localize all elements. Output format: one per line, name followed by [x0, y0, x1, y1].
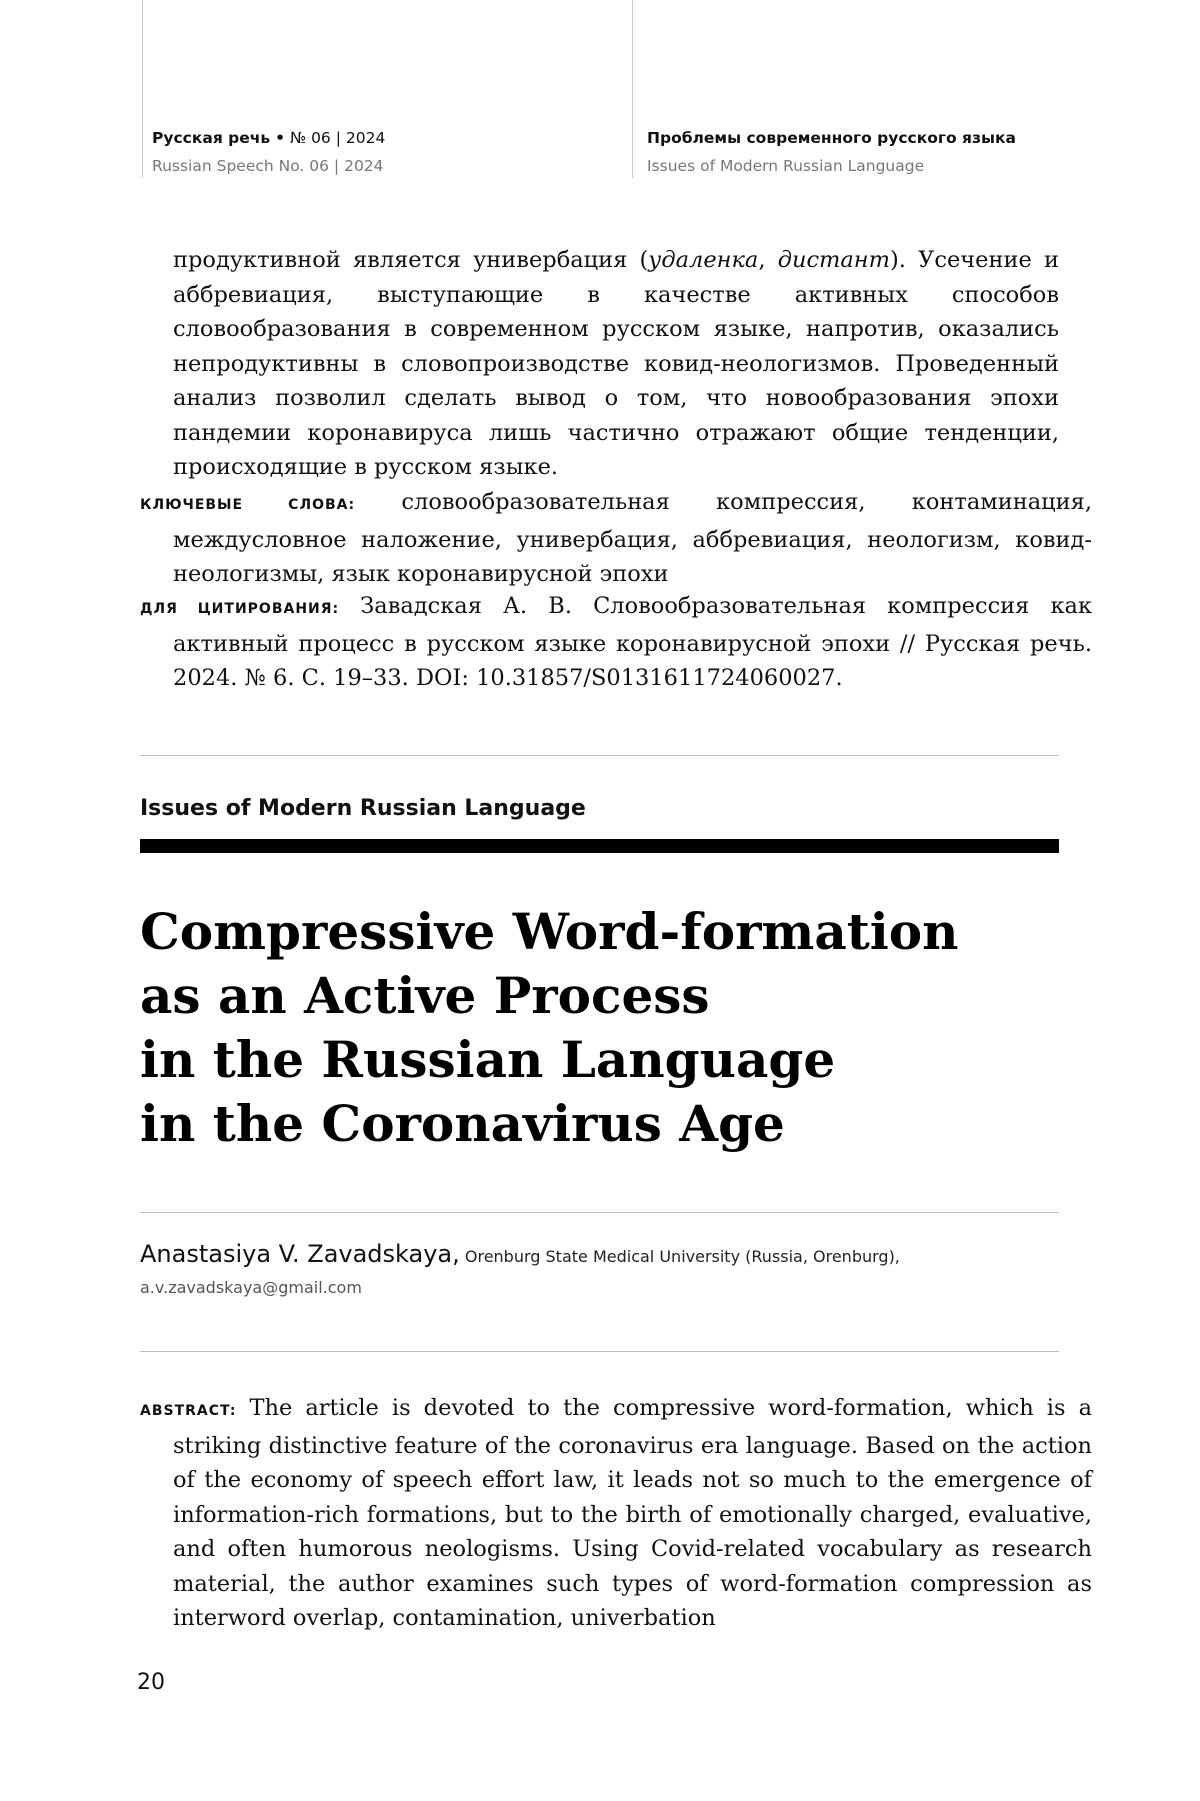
example-distant: дистант [777, 247, 890, 273]
author-line [140, 1240, 900, 1268]
citation-text: Завадская А. В. Словообразовательная компрессия как активный процесс в русском языке коронавирусной эпохи // Русская речь. 2024. № 6. С. 19–33. DOI: 10.31857/S0131611724060027. [173, 593, 1093, 691]
abstract-text: The article is devoted to the compressive word-formation, which is a striking distinctive feature of the coronavirus era language. Based on the action of the economy of speech effort law, it leads not so much to the emergence of information-rich formations, but to the birth of emotionally charged, evaluative, and often humorous neologisms. Using Covid-related vocabulary as research material, the author examines such types of word-formation compression as interword overlap, contamination, univerbation [173, 1395, 1092, 1631]
abstract-label: ABSTRACT [140, 1403, 230, 1419]
header-journal [152, 124, 385, 180]
section-bar [140, 839, 1059, 853]
header-divider-right [632, 0, 633, 178]
article-title [140, 900, 1059, 1156]
divider-rule [140, 755, 1059, 756]
title-line: in the Coronavirus Age [140, 1094, 785, 1153]
citation-ru: ДЛЯ ЦИТИРОВАНИЯ: Завадская А. В. Словообразовательная компрессия как активный процесс в русском языке коронавирусной эпохи // Русская речь. 2024. № 6. С. 19–33. DOI: 10.31857/S0131611724060027. [140, 593, 1093, 691]
keywords-text: словообразовательная компрессия, контаминация, междусловное наложение, универбация, аббревиация, неологизм, ковид-неологизмы, язык коронавирусной эпохи [173, 489, 1092, 587]
issue-ru: № 06 | 2024 [290, 129, 386, 147]
section-name-ru: Проблемы современного русского языка [647, 129, 1016, 147]
russian-abstract-continuation: продуктивной является универбация (удаленка, дистант). Усечение и аббревиация, выступающие в качестве активных способов словообразования в современном русском языке, напротив, оказались непродуктивны в словопроизводстве ковид-неологизмов. Проведенный анализ позволил сделать вывод о том, что новообразования эпохи пандемии коронавируса лишь частично отражают общие тенденции, происходящие в русском языке. [173, 247, 1059, 480]
journal-name-ru: Русская речь [152, 129, 271, 147]
divider-rule [140, 1212, 1059, 1213]
journal-name-en: Russian Speech No. 06 | 2024 [152, 157, 384, 175]
section-label: Issues of Modern Russian Language [140, 796, 586, 821]
header-section [647, 124, 1016, 180]
divider-rule [140, 1351, 1059, 1352]
header-bullet: • [275, 129, 286, 147]
author-affiliation: Orenburg State Medical University (Russia, Orenburg), [464, 1247, 900, 1266]
author-email[interactable]: a.v.zavadskaya@gmail.com [140, 1278, 362, 1297]
keywords-ru: КЛЮЧЕВЫЕ СЛОВА: словообразовательная компрессия, контаминация, междусловное наложение, универбация, аббревиация, неологизм, ковид-неологизмы, язык коронавирусной эпохи [140, 489, 1092, 587]
abstract-en: ABSTRACT: The article is devoted to the compressive word-formation, which is a striking distinctive feature of the coronavirus era language. Based on the action of the economy of speech effort law, it leads not so much to the emergence of information-rich formations, but to the birth of emotionally charged, evaluative, and often humorous neologisms. Using Covid-related vocabulary as research material, the author examines such types of word-formation compression as interword overlap, contamination, univerbation [140, 1395, 1092, 1631]
header-divider-left [142, 0, 143, 178]
author-name: Anastasiya V. Zavadskaya, [140, 1240, 460, 1268]
example-udalenka: удаленка [648, 247, 759, 273]
title-line: as an Active Process [140, 966, 710, 1025]
page-number: 20 [137, 1670, 165, 1695]
keywords-label: КЛЮЧЕВЫЕ СЛОВА [140, 497, 349, 513]
section-name-en: Issues of Modern Russian Language [647, 157, 925, 175]
title-line: Compressive Word-formation [140, 902, 959, 961]
title-line: in the Russian Language [140, 1030, 836, 1089]
citation-label: ДЛЯ ЦИТИРОВАНИЯ [140, 601, 333, 617]
